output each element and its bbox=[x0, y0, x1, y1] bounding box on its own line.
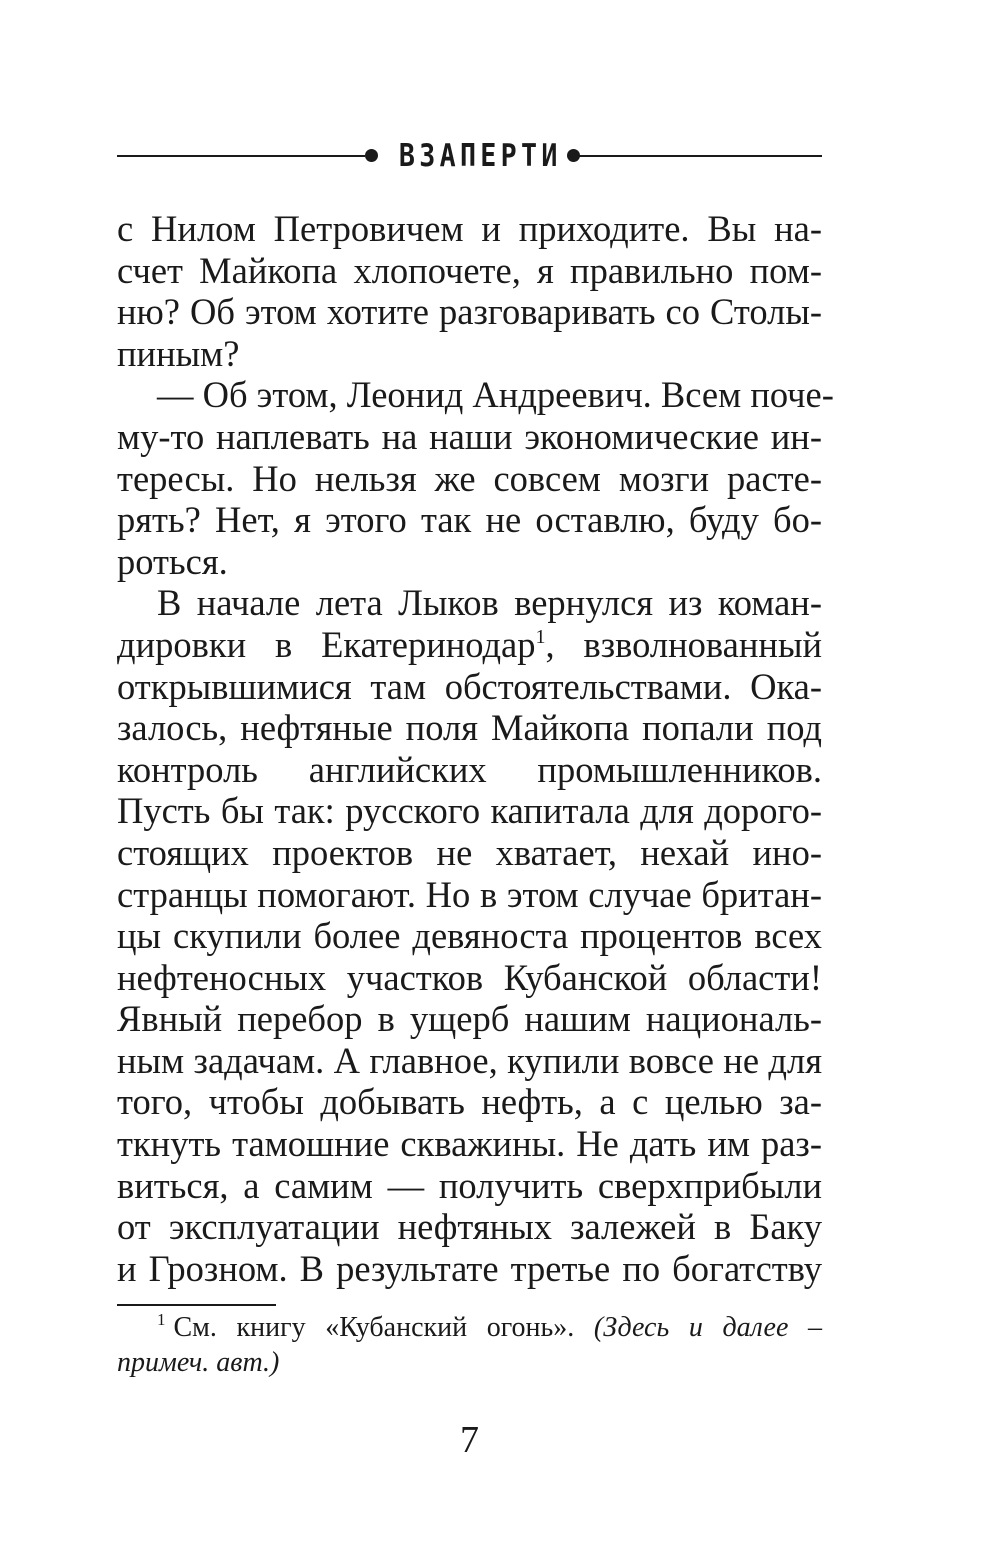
text-line: му-то наплевать на наши экономические ин- bbox=[117, 415, 822, 457]
text-line: открывшимися там обстоятельствами. Ока- bbox=[117, 665, 822, 707]
text-line: тересы. Но нельзя же совсем мозги расте- bbox=[117, 457, 822, 499]
text-line: цы скупили более девяноста процентов всех bbox=[117, 915, 822, 957]
body-text bbox=[117, 208, 834, 1289]
header-rule-right bbox=[579, 155, 822, 157]
footnote-text: См. книгу «Кубанский огонь». bbox=[173, 1312, 575, 1343]
text-line-with-footnote bbox=[117, 624, 822, 666]
text-line: залось, нефтяные поля Майкопа попали под bbox=[117, 707, 822, 749]
book-title: ВЗАПЕРТИ bbox=[398, 138, 562, 174]
text-fragment: , взволнованный bbox=[545, 623, 822, 665]
text-line: ню? Об этом хотите разговаривать со Столы- bbox=[117, 291, 822, 333]
text-line: пиным? bbox=[117, 332, 240, 374]
text-line: счет Майкопа хлопочете, я правильно пом- bbox=[117, 249, 822, 291]
footnote bbox=[117, 1310, 822, 1380]
text-line: — Об этом, Леонид Андреевич. Всем поче- bbox=[157, 374, 834, 416]
footnote-reference: 1 bbox=[535, 625, 546, 648]
text-line: с Нилом Петровичем и приходите. Вы на- bbox=[117, 208, 822, 249]
text-line: контроль английских промышленников. bbox=[117, 748, 822, 790]
text-line: ткнуть тамошние скважины. Не дать им раз- bbox=[117, 1123, 822, 1165]
text-line: ным задачам. А главное, купили вовсе не для bbox=[117, 1039, 822, 1081]
footnote-note: (Здесь и далее – bbox=[593, 1312, 823, 1343]
footnote-mark: 1 bbox=[157, 1310, 166, 1329]
footnote-divider bbox=[117, 1304, 276, 1306]
text-line: виться, а самим — получить сверхприбыли bbox=[117, 1164, 822, 1206]
text-line: странцы помогают. Но в этом случае британ- bbox=[117, 873, 822, 915]
running-header bbox=[117, 136, 822, 176]
footnote-line bbox=[117, 1345, 822, 1380]
text-line: от эксплуатации нефтяных залежей в Баку bbox=[117, 1206, 822, 1248]
text-line: и Грозном. В результате третье по богатству bbox=[117, 1247, 822, 1289]
text-line: Пусть бы так: русского капитала для дорого- bbox=[117, 790, 822, 832]
footnote-line bbox=[117, 1310, 822, 1345]
text-line: нефтеносных участков Кубанской области! bbox=[117, 956, 822, 998]
text-line: рять? Нет, я этого так не оставлю, буду бо- bbox=[117, 499, 822, 541]
text-line: того, чтобы добывать нефть, а с целью за- bbox=[117, 1081, 822, 1123]
footnote-note: примеч. авт.) bbox=[117, 1347, 280, 1378]
text-line: В начале лета Лыков вернулся из коман- bbox=[157, 582, 822, 624]
text-fragment: дировки в Екатеринодар bbox=[117, 623, 536, 665]
text-line: Явный перебор в ущерб нашим националь- bbox=[117, 998, 822, 1040]
header-rule-left bbox=[117, 155, 365, 157]
header-bullet-left-icon bbox=[365, 149, 378, 162]
page-number: 7 bbox=[460, 1419, 479, 1461]
text-line: стоящих проектов не хватает, нехай ино- bbox=[117, 831, 822, 873]
text-line: роться. bbox=[117, 540, 228, 582]
